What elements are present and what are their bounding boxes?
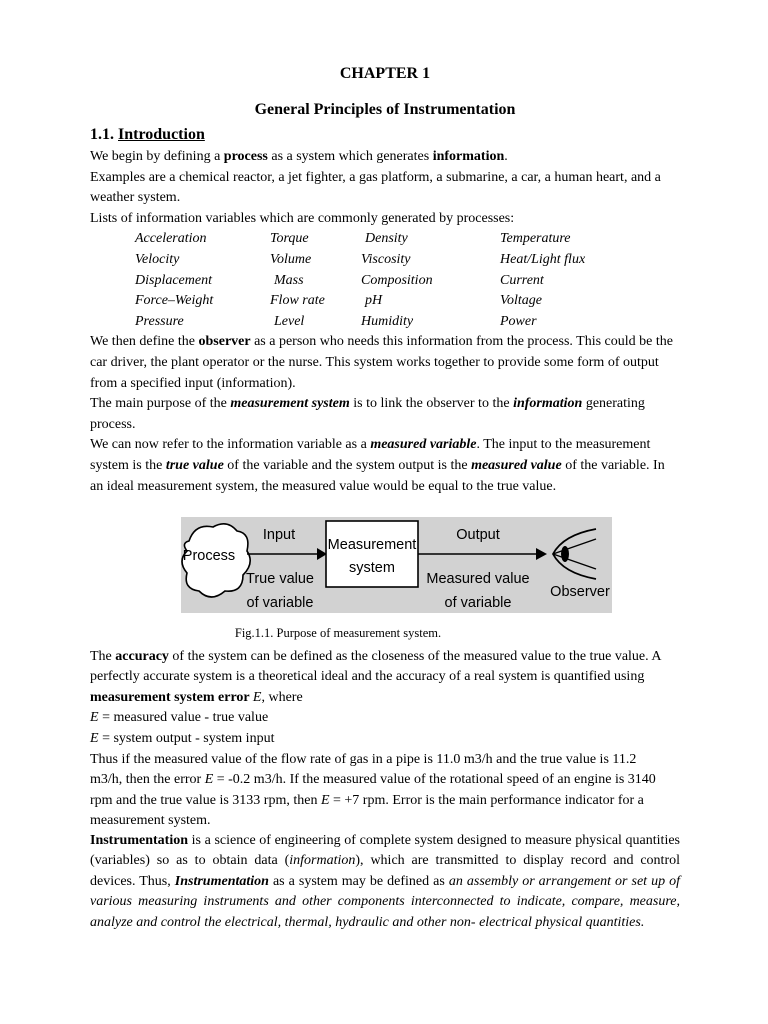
process-label: Process: [182, 548, 236, 564]
intro-paragraph-3: Lists of information variables which are commonly generated by processes:: [90, 210, 515, 226]
system-label-2: system: [349, 560, 395, 576]
term-instrumentation: Instrumentation: [90, 832, 189, 848]
intro-paragraph-2: Examples are a chemical reactor, a jet fighter, a gas platform, a submarine, a car, a human heart, and a weather system.: [90, 169, 661, 206]
variables-row: Acceleration Torque Density Temperature: [135, 231, 571, 247]
section-heading: [90, 125, 205, 146]
true-value-label-2: of variable: [246, 595, 314, 611]
chapter-heading: CHAPTER 1: [339, 65, 431, 82]
measurement-system-box: [326, 521, 418, 587]
instrumentation-definition: an assembly or arrangement or set up of various measuring instruments and other components interconnected to indicate, compare, measure, analyze and control the electrical, thermal, hydraulic and other non- electrical physical quantities.: [90, 873, 680, 930]
term-information: information: [432, 149, 505, 164]
measured-value-label-1: Measured value: [426, 571, 530, 587]
system-label-1: Measurement: [327, 537, 417, 553]
term-process: process: [223, 149, 268, 164]
term-measurement-system-error: measurement system error: [90, 689, 253, 705]
measured-variable-paragraph: We can now refer to the information variable as a measured variable. The input to the measurement system is the true value of the variable and the system output is the measured value of the variable. In an ideal measurement system, the measured value would be equal to the true value.: [90, 437, 665, 494]
term-measured-value: measured value: [471, 457, 562, 473]
section-number: 1.1.: [90, 126, 114, 143]
figure-caption: Fig.1.1. Purpose of measurement system.: [234, 626, 442, 640]
term-accuracy: accuracy: [115, 648, 169, 664]
true-value-label-1: True value: [246, 571, 314, 587]
instrumentation-paragraph: Instrumentation is a science of engineering of complete system designed to measure physical quantities (variables) so as to obtain data (information), which are transmitted to display record and control devices. Thus, Instrumentation as a system may be defined as an assembly or arrangement or set up of various measuring instruments and other components interconnected to indicate, compare, measure, analyze and control the electrical, thermal, hydraulic and other non- electrical physical quantities.: [90, 832, 681, 930]
term-observer: observer: [198, 334, 251, 350]
term-measurement-system: measurement system: [230, 396, 350, 412]
variables-row: Force–Weight Flow rate pH Voltage: [135, 293, 542, 309]
variables-table: [135, 229, 585, 332]
measurement-system-figure: [181, 517, 612, 613]
variables-row: Velocity Volume Viscosity Heat/Light flux: [135, 251, 586, 267]
variables-row: Pressure Level Humidity Power: [135, 313, 537, 329]
chapter-title: General Principles of Instrumentation: [254, 101, 516, 118]
figure-diagram: [181, 517, 612, 613]
term-instrumentation-emph: Instrumentation: [174, 873, 269, 889]
error-example-paragraph: Thus if the measured value of the flow rate of gas in a pipe is 11.0 m3/h and the true value is 11.2 m3/h, then the error E = -0.2 m3/h. If the measured value of the rotational speed of an engine is 3140 rpm and the true value is 3133 rpm, then E = +7 rpm. Error is the main performance indicator for a measurement system.: [90, 751, 656, 829]
purpose-paragraph: The main purpose of the measurement system is to link the observer to the information generating process.: [90, 396, 645, 432]
input-label: Input: [262, 527, 296, 543]
section-name: Introduction: [118, 126, 205, 143]
term-information-emph: information: [513, 396, 583, 412]
term-measured-variable: measured variable: [370, 437, 477, 453]
eye-icon: [553, 529, 596, 579]
accuracy-paragraph: The accuracy of the system can be defined as the closeness of the measured value to the true value. A perfectly accurate system is a theoretical ideal and the accuracy of a real system is quantified using measurement system error E, where: [90, 648, 661, 705]
error-equation-1: E = measured value - true value: [90, 710, 269, 726]
observer-label: Observer: [550, 584, 610, 600]
error-equation-2: E = system output - system input: [90, 730, 275, 746]
output-arrowhead: [536, 548, 547, 560]
term-true-value: true value: [165, 457, 224, 473]
observer-paragraph: We then define the observer as a person who needs this information from the process. This could be the car driver, the plant operator or the nurse. This system works together to provide some form of output from a specified input (information).: [90, 334, 673, 391]
variables-list: [135, 229, 725, 332]
measured-value-label-2: of variable: [444, 595, 512, 611]
output-label: Output: [456, 527, 500, 543]
intro-paragraph-1: We begin by defining a process as a system which generates information.: [90, 149, 508, 164]
variables-row: Displacement Mass Composition Current: [135, 272, 544, 288]
